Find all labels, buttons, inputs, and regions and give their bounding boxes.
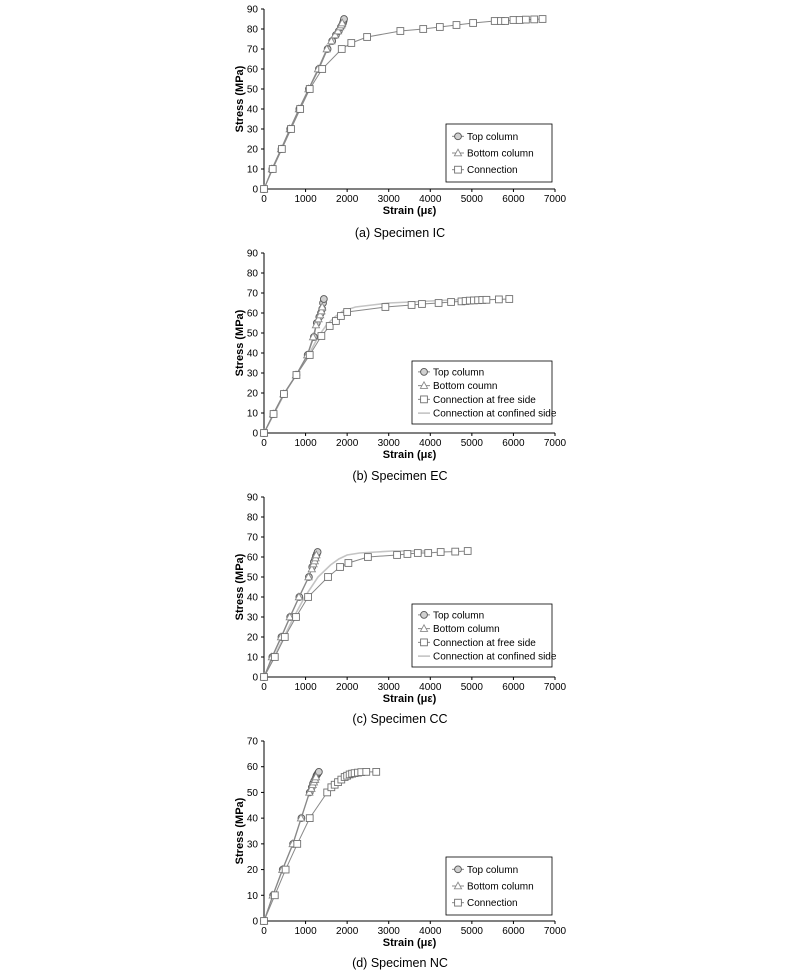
x-tick-label: 6000 [502,926,525,937]
series-line [264,772,376,921]
x-axis-label: Strain (με) [382,693,437,705]
legend-entry: Top column [467,131,519,143]
data-point [288,126,295,133]
y-tick-label: 90 [246,248,258,260]
x-tick-label: 6000 [502,682,525,693]
legend-swatch-marker [421,368,428,375]
data-point [271,654,278,661]
data-point [419,301,426,308]
data-point [338,46,345,53]
y-tick-label: 40 [246,104,258,116]
data-point [437,549,444,556]
data-point [270,411,277,418]
y-axis-label: Stress (MPa) [234,65,246,133]
y-tick-label: 0 [252,672,258,684]
legend-entry: Connection at free side [433,394,536,406]
data-point [319,66,326,73]
y-tick-label: 10 [246,164,258,176]
y-tick-label: 20 [246,144,258,156]
data-point [510,17,517,24]
x-tick-label: 4000 [419,926,442,937]
x-tick-label: 0 [261,438,267,449]
legend-entry: Top column [433,610,485,622]
data-point [306,86,313,93]
data-point [261,918,268,925]
panel-caption: (d) Specimen NC [352,956,448,970]
y-tick-label: 30 [246,368,258,380]
legend-swatch-marker [421,611,428,618]
x-tick-label: 4000 [419,194,442,205]
y-tick-label: 70 [246,44,258,56]
x-tick-label: 5000 [460,438,483,449]
x-tick-label: 1000 [294,682,317,693]
y-tick-label: 60 [246,308,258,320]
x-tick-label: 2000 [336,682,359,693]
x-tick-label: 7000 [543,682,567,693]
data-point [281,634,288,641]
x-tick-label: 7000 [543,194,567,205]
legend-swatch-marker [455,899,462,906]
y-tick-label: 30 [246,839,258,851]
data-point [464,548,471,555]
x-tick-label: 3000 [377,194,400,205]
data-point [261,430,268,437]
legend-swatch-marker [421,396,428,403]
data-point [483,296,490,303]
data-point [408,302,415,309]
y-tick-label: 50 [246,84,258,96]
y-tick-label: 40 [246,592,258,604]
data-point [436,24,443,31]
data-point [506,296,513,303]
data-point [305,594,312,601]
y-tick-label: 70 [246,736,258,748]
x-tick-label: 3000 [377,926,400,937]
legend-swatch-marker [455,133,462,140]
x-axis-label: Strain (με) [382,449,437,461]
data-point [365,554,372,561]
y-tick-label: 70 [246,288,258,300]
y-tick-label: 20 [246,388,258,400]
data-point [281,391,288,398]
y-tick-label: 0 [252,428,258,440]
x-tick-label: 0 [261,926,267,937]
data-point [338,313,345,320]
data-point [394,552,401,559]
y-tick-label: 80 [246,512,258,524]
data-point [523,16,530,23]
data-point [448,299,455,306]
series-square [261,768,380,924]
data-point [282,866,289,873]
data-point [516,17,523,24]
y-tick-label: 10 [246,652,258,664]
y-tick-label: 70 [246,532,258,544]
x-tick-label: 2000 [336,438,359,449]
x-tick-label: 1000 [294,194,317,205]
y-tick-label: 10 [246,890,258,902]
x-tick-label: 5000 [460,194,483,205]
data-point [453,22,460,29]
chart-panel-3 [234,737,567,971]
data-point [414,550,421,557]
x-axis-label: Strain (με) [382,937,437,949]
y-tick-label: 90 [246,4,258,16]
legend-swatch-marker [455,166,462,173]
legend-entry: Bottom coumn [433,381,498,393]
y-tick-label: 60 [246,552,258,564]
legend-entry: Connection at free side [433,637,536,649]
data-point [420,26,427,33]
data-point [531,16,538,23]
data-point [271,892,278,899]
legend-entry: Connection at confined side [433,651,557,663]
data-point [373,768,380,775]
panel-caption: (c) Specimen CC [352,712,448,726]
x-tick-label: 0 [261,194,267,205]
x-tick-label: 1000 [294,438,317,449]
data-point [293,614,300,621]
x-tick-label: 3000 [377,438,400,449]
legend-entry: Connection [467,165,518,177]
panel-caption: (b) Specimen EC [352,469,448,483]
y-tick-label: 40 [246,813,258,825]
legend-entry: Top column [467,864,519,876]
x-tick-label: 0 [261,682,267,693]
legend-entry: Bottom column [433,624,500,636]
y-tick-label: 0 [252,916,258,928]
legend [446,857,552,915]
series-triangle [260,551,320,680]
data-point [293,372,300,379]
y-tick-label: 50 [246,572,258,584]
data-point [344,309,351,316]
legend-entry: Bottom column [467,881,534,893]
data-point [397,28,404,35]
y-tick-label: 50 [246,787,258,799]
y-tick-label: 80 [246,24,258,36]
x-tick-label: 2000 [336,926,359,937]
x-tick-label: 7000 [543,438,567,449]
y-tick-label: 90 [246,492,258,504]
y-tick-label: 40 [246,348,258,360]
y-tick-label: 0 [252,184,258,196]
legend-entry: Connection [467,898,518,910]
data-point [363,768,370,775]
data-point [502,18,509,25]
data-point [261,674,268,681]
y-tick-label: 60 [246,762,258,774]
data-point [306,815,313,822]
data-point [404,551,411,558]
x-tick-label: 4000 [419,438,442,449]
chart-panel-1 [234,249,567,484]
data-point [306,352,313,359]
x-tick-label: 7000 [543,926,567,937]
data-point [364,34,371,41]
legend [412,604,557,667]
legend-swatch-marker [421,639,428,646]
data-point [425,550,432,557]
x-tick-label: 5000 [460,682,483,693]
y-tick-label: 60 [246,64,258,76]
y-tick-label: 30 [246,124,258,136]
data-point [345,560,352,567]
data-point [318,333,325,340]
data-point [539,16,546,23]
y-axis-label: Stress (MPa) [234,553,246,621]
x-tick-label: 6000 [502,194,525,205]
data-point [348,40,355,47]
y-tick-label: 20 [246,865,258,877]
chart-panel-0 [234,5,567,241]
legend-entry: Connection at confined side [433,408,557,420]
data-point [269,166,276,173]
legend-entry: Bottom column [467,148,534,160]
chart-panel-2 [234,493,567,727]
data-point [297,106,304,113]
data-point [325,574,332,581]
y-tick-label: 80 [246,268,258,280]
x-tick-label: 6000 [502,438,525,449]
data-point [452,548,459,555]
y-tick-label: 30 [246,612,258,624]
legend-entry: Top column [433,367,485,379]
x-tick-label: 3000 [377,682,400,693]
legend-swatch-marker [455,866,462,873]
data-point [278,146,285,153]
panel-caption: (a) Specimen IC [354,226,446,240]
legend [412,361,557,424]
data-point [294,840,301,847]
y-axis-label: Stress (MPa) [234,797,246,865]
data-point [491,18,498,25]
legend [446,124,552,182]
y-tick-label: 20 [246,632,258,644]
data-point [326,323,333,330]
data-point [337,564,344,571]
data-point [470,20,477,27]
data-point [495,296,502,303]
x-tick-label: 4000 [419,682,442,693]
y-axis-label: Stress (MPa) [234,309,246,377]
data-point [382,304,389,311]
x-tick-label: 1000 [294,926,317,937]
y-tick-label: 10 [246,408,258,420]
x-axis-label: Strain (με) [382,205,437,217]
data-point [435,300,442,307]
y-tick-label: 50 [246,328,258,340]
data-point [320,296,327,303]
data-point [261,186,268,193]
x-tick-label: 2000 [336,194,359,205]
x-tick-label: 5000 [460,926,483,937]
